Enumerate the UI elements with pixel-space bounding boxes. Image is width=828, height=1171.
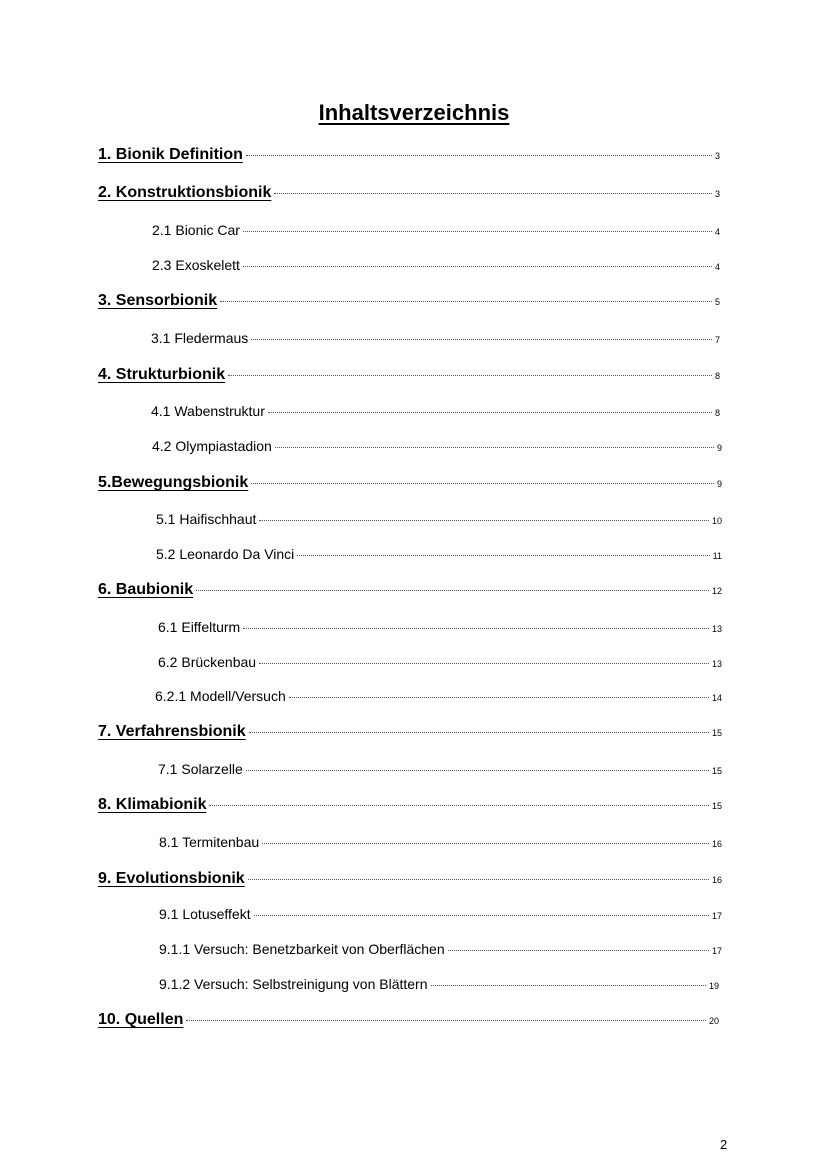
toc-entry-label: 9.1.1 Versuch: Benetzbarkeit von Oberflächen (159, 941, 445, 957)
dot-leader (251, 339, 712, 340)
toc-entry[interactable] (98, 796, 722, 814)
toc-entry-label: 6.2 Brückenbau (158, 654, 257, 670)
dot-leader (254, 915, 709, 916)
dot-leader (243, 266, 712, 267)
toc-entry-label: 3.1 Fledermaus (151, 330, 249, 346)
toc-entry[interactable] (155, 688, 722, 704)
dot-leader (196, 590, 709, 591)
toc-entry-label: 5.Bewegungsbionik (98, 474, 249, 491)
toc-entry[interactable] (152, 222, 720, 238)
toc-entry-page: 17 (711, 946, 722, 956)
toc-entry-page: 3 (714, 189, 720, 199)
dot-leader (243, 628, 709, 629)
dot-leader (209, 805, 709, 806)
toc-entry-page: 10 (711, 516, 722, 526)
dot-leader (289, 697, 709, 698)
toc-entry-page: 3 (714, 151, 720, 161)
toc-entry-page: 20 (708, 1016, 719, 1026)
toc-entry[interactable] (156, 511, 722, 527)
toc-entry-label: 2.3 Exoskelett (152, 257, 240, 273)
toc-entry[interactable] (98, 366, 720, 384)
toc-entry-label: 2. Konstruktionsbionik (98, 184, 272, 201)
toc-entry-label: 9.1.2 Versuch: Selbstreinigung von Blättern (159, 976, 428, 992)
page-number: 2 (720, 1137, 728, 1152)
toc-entry[interactable] (159, 941, 722, 957)
toc-entry-label: 6.1 Eiffelturm (158, 619, 241, 635)
toc-entry[interactable] (98, 292, 720, 310)
dot-leader (243, 231, 712, 232)
toc-entry-label: 8. Klimabionik (98, 796, 207, 813)
toc-entry[interactable] (158, 654, 722, 670)
toc-entry-page: 4 (714, 262, 720, 272)
toc-entry[interactable] (98, 184, 720, 202)
toc-entry-label: 8.1 Termitenbau (159, 834, 260, 850)
toc-entry-label: 5.1 Haifischhaut (156, 511, 257, 527)
toc-entry[interactable] (98, 723, 722, 741)
dot-leader (249, 732, 709, 733)
toc-entry[interactable] (98, 870, 722, 888)
dot-leader (186, 1020, 706, 1021)
toc-entry[interactable] (98, 581, 722, 599)
toc-entry-label: 6.2.1 Modell/Versuch (155, 688, 286, 704)
toc-entry-page: 15 (711, 728, 722, 738)
toc-entry-page: 9 (716, 443, 722, 453)
toc-entry-page: 17 (711, 911, 722, 921)
toc-entry-label: 2.1 Bionic Car (152, 222, 240, 238)
dot-leader (297, 555, 709, 556)
dot-leader (268, 412, 712, 413)
page-title: Inhaltsverzeichnis (318, 100, 510, 125)
toc-entry[interactable] (98, 146, 720, 164)
toc-entry[interactable] (152, 438, 722, 454)
dot-leader (275, 447, 714, 448)
dot-leader (274, 193, 712, 194)
dot-leader (259, 663, 709, 664)
toc-entry-page: 8 (714, 371, 720, 381)
toc-entry-page: 14 (711, 693, 722, 703)
dot-leader (246, 770, 709, 771)
toc-entry-label: 9.1 Lotuseffekt (159, 906, 251, 922)
toc-entry[interactable] (98, 1011, 719, 1029)
toc-entry-page: 13 (711, 624, 722, 634)
dot-leader (228, 375, 712, 376)
toc-entry[interactable] (151, 330, 720, 346)
toc-entry-page: 16 (711, 875, 722, 885)
toc-entry-label: 1. Bionik Definition (98, 146, 243, 163)
dot-leader (259, 520, 709, 521)
dot-leader (448, 950, 709, 951)
toc-entry[interactable] (159, 906, 722, 922)
toc-entry-label: 4.1 Wabenstruktur (151, 403, 265, 419)
toc-entry-label: 5.2 Leonardo Da Vinci (156, 546, 295, 562)
toc-entry-label: 7.1 Solarzelle (158, 761, 243, 777)
dot-leader (251, 483, 714, 484)
toc-entry-page: 15 (711, 766, 722, 776)
dot-leader (220, 301, 712, 302)
toc-entry-page: 13 (711, 659, 722, 669)
toc-entry-page: 9 (716, 479, 722, 489)
toc-entry[interactable] (98, 474, 722, 492)
toc-entry[interactable] (159, 976, 719, 992)
toc-entry-page: 5 (714, 297, 720, 307)
toc-entry-label: 4.2 Olympiastadion (152, 438, 272, 454)
toc-entry-label: 4. Strukturbionik (98, 366, 226, 383)
dot-leader (431, 985, 706, 986)
toc-entry-page: 16 (711, 839, 722, 849)
dot-leader (262, 843, 709, 844)
toc-entry-label: 9. Evolutionsbionik (98, 870, 245, 887)
toc-entry-page: 19 (708, 981, 719, 991)
dot-leader (248, 879, 709, 880)
toc-entry[interactable] (159, 834, 722, 850)
toc-entry-page: 11 (712, 551, 722, 561)
toc-entry[interactable] (151, 403, 720, 419)
toc-entry-page: 8 (714, 408, 720, 418)
toc-entry-label: 3. Sensorbionik (98, 292, 218, 309)
toc-entry-page: 4 (714, 227, 720, 237)
toc-entry[interactable] (158, 761, 722, 777)
toc-entry[interactable] (158, 619, 722, 635)
toc-entry-page: 12 (711, 586, 722, 596)
toc-entry-page: 15 (711, 801, 722, 811)
toc-entry-label: 7. Verfahrensbionik (98, 723, 246, 740)
toc-entry-label: 10. Quellen (98, 1011, 184, 1028)
toc-entry-label: 6. Baubionik (98, 581, 194, 598)
dot-leader (246, 155, 712, 156)
toc-entry[interactable] (152, 257, 720, 273)
toc-entry-page: 7 (714, 335, 720, 345)
toc-entry[interactable] (156, 546, 722, 562)
